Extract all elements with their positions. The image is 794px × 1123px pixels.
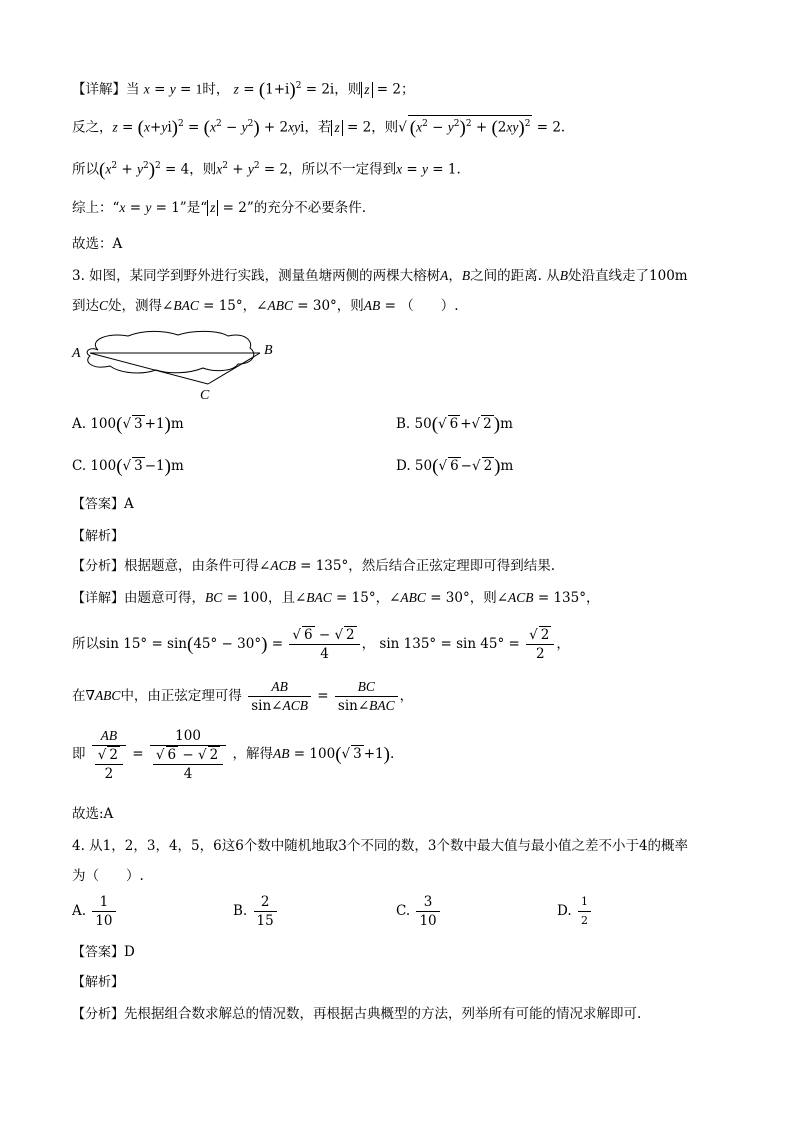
q3-choose: 故选:A [72, 806, 114, 822]
pond-figure [68, 330, 288, 404]
q3-answer: 【答案】A [72, 496, 134, 512]
section-tag: 【详解】 [72, 81, 126, 98]
q4-answer: 【答案】D [72, 944, 135, 960]
label-B: B [264, 343, 273, 358]
q3-sine-law-line: 在∇ABC中，由正弦定理可得 $\frac{AB}{\text{sin∠ACB}}$ = $\frac{BC}{\text{sin∠BAC}}$ ， [72, 679, 414, 714]
q3-solve-line: 即 $\frac{AB}{\frac{√ 2}{2}}$ = $\frac{100}{\frac{√ 6 - √ 2}{4}}$ ，解得AB = 100(√ 3 +1). [72, 727, 395, 782]
q4-option-c[interactable]: C. $\frac{3}{10}$ [396, 893, 442, 930]
pond-outline [87, 331, 254, 373]
segment-AC [90, 353, 208, 384]
q3-option-a[interactable]: A. 100(√ 3 +1)m [72, 414, 184, 435]
label-C: C [200, 388, 210, 403]
q3-fenxi: 【分析】根据题意，由条件可得∠ACB = 135°，然后结合正弦定理即可得到结果. [72, 558, 556, 574]
detail-line-1: 【详解】当 x = y = 1时， $z = (1+i)^2 = 2i$，则 z = 2； [72, 79, 415, 101]
detail-line-3: 所以$(x^2 + y^2)^2 = 4$，则$x^2 + y^2 = 2$，所以不一定得到x = y = 1. [72, 159, 461, 181]
q4-analysis-tag: 【解析】 [72, 975, 125, 990]
q4-fenxi: 【分析】先根据组合数求解总的情况数，再根据古典概型的方法，列举所有可能的情况求解即可. [72, 1006, 642, 1022]
detail-line-2: 反之，$z = (x+yi)^2 = (x^2 - y^2) + 2xyi$，若 z = 2，则√ $(x^2 - y^2)^2 + (2xy)^2 = 2$. [72, 114, 565, 139]
q3-xiangjie: 【详解】由题意可得，BC = 100，且∠BAC = 15°，∠ABC = 30°，则∠ACB = 135°， [72, 590, 600, 606]
q4-stem-line-2: 为（ ）. [72, 868, 144, 884]
q3-analysis-tag: 【解析】 [72, 529, 125, 544]
q3-sin-line: 所以sin 15° = sin(45° − 30°) = $\frac{√ 6 - √ 2}{4}$ ， sin 135° = sin 45° = $\frac{√ 2}{2}$ ， [72, 627, 570, 662]
q4-stem-line-1: 4. 从1，2，3，4，5，6这6个数中随机地取3个不同的数，3个数中最大值与最小值之差不小于4的概率 [72, 838, 689, 854]
q3-stem-line-1: 3. 如图，某同学到野外进行实践，测量鱼塘两侧的两棵大榕树A，B之间的距离. 从B处沿直线走了100m [72, 268, 688, 284]
q4-option-d[interactable]: D. $\frac{1}{2}$ [557, 893, 593, 930]
q3-option-b[interactable]: B. 50(√ 6 +√ 2 )m [396, 414, 513, 435]
q4-option-a[interactable]: A. $\frac{1}{10}$ [72, 893, 118, 930]
q3-option-c[interactable]: C. 100(√ 3 −1)m [72, 456, 184, 477]
q3-stem-line-2: 到达C处，测得∠BAC = 15°，∠ABC = 30°，则AB = （ ）. [72, 298, 459, 314]
summary-line: 综上：“x = y = 1”是“ z = 2”的充分不必要条件. [72, 200, 367, 216]
q4-option-b[interactable]: B. $\frac{2}{15}$ [233, 893, 279, 930]
q3-option-d[interactable]: D. 50(√ 6 −√ 2 )m [396, 456, 514, 477]
label-A: A [72, 346, 81, 361]
segment-BC [208, 353, 260, 384]
choose-line-1: 故选：A [72, 236, 123, 252]
